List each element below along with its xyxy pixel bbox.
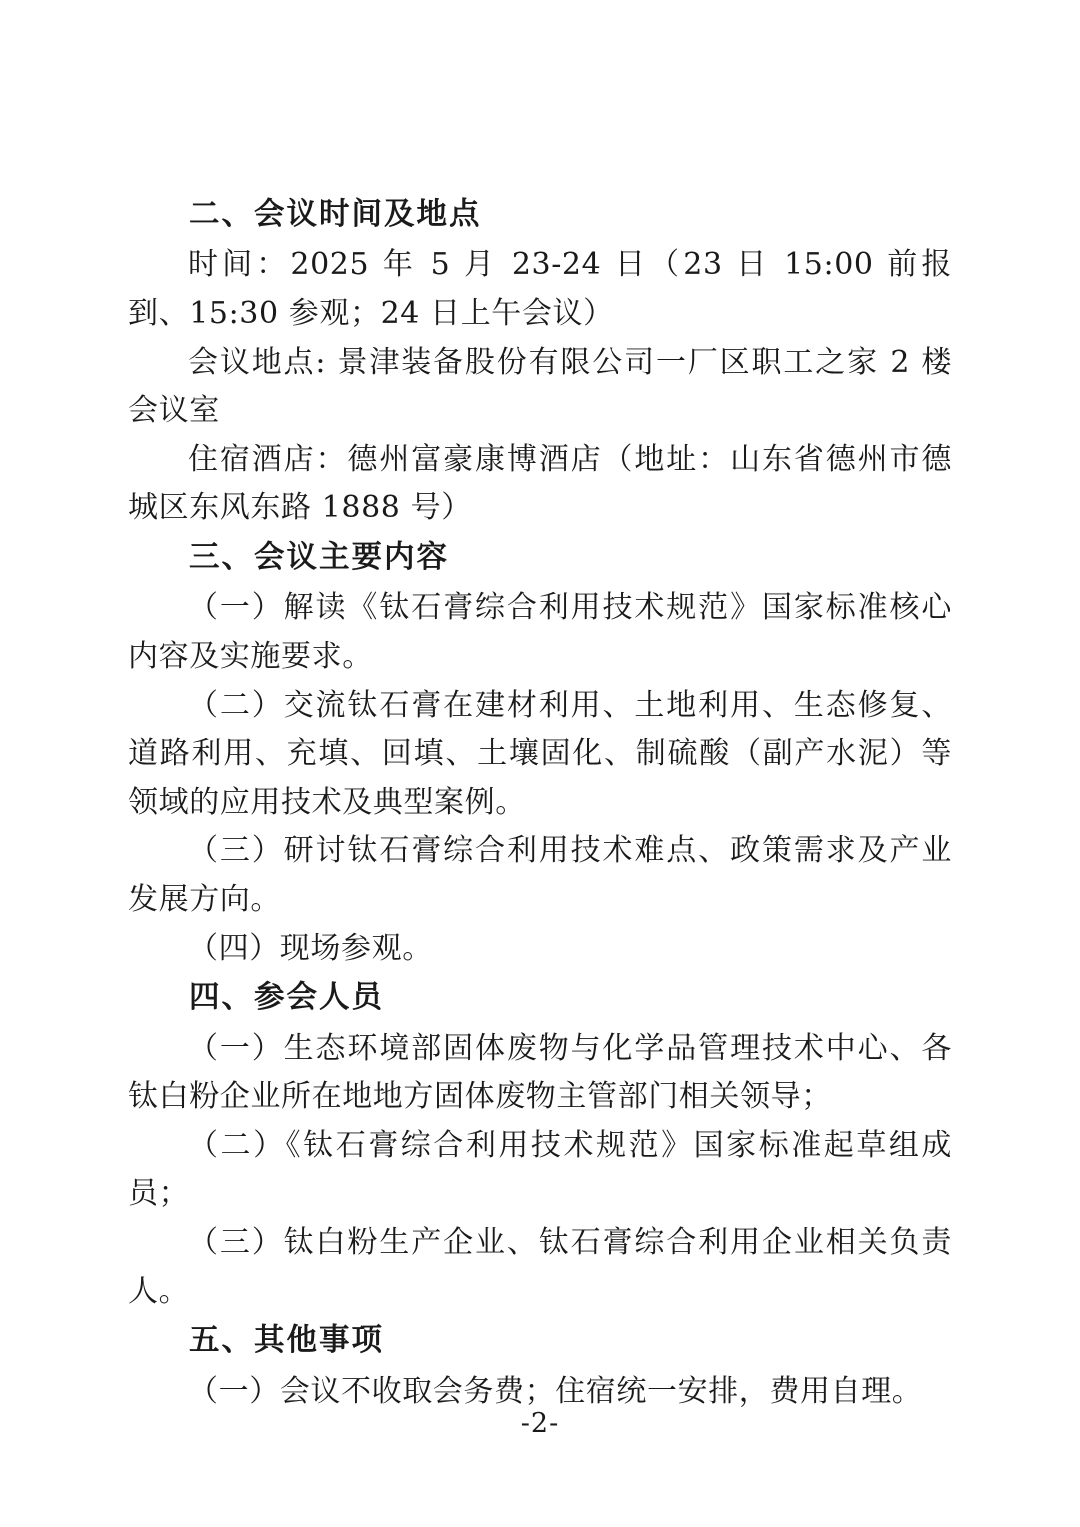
document-body xyxy=(128,190,952,1416)
paragraph: （二）交流钛石膏在建材利用、土地利用、生态修复、道路利用、充填、回填、土壤固化、制硫酸（副产水泥）等领域的应用技术及典型案例。 xyxy=(128,687,952,820)
paragraph: （三）研讨钛石膏综合利用技术难点、政策需求及产业发展方向。 xyxy=(128,833,952,917)
paragraph: （一）解读《钛石膏综合利用技术规范》国家标准核心内容及实施要求。 xyxy=(128,590,952,674)
paragraph: （三）钛白粉生产企业、钛石膏综合利用企业相关负责人。 xyxy=(128,1224,952,1309)
section-heading: 三、会议主要内容 xyxy=(189,538,449,575)
section-heading: 五、其他事项 xyxy=(189,1322,384,1359)
paragraph: （四）现场参观。 xyxy=(188,930,433,966)
section-heading: 四、参会人员 xyxy=(189,979,384,1016)
section-heading: 二、会议时间及地点 xyxy=(189,196,482,232)
paragraph: （一）生态环境部固体废物与化学品管理技术中心、各钛白粉企业所在地地方固体废物主管部门相关领导； xyxy=(128,1030,952,1115)
paragraph: 住宿酒店：德州富豪康博酒店（地址：山东省德州市德城区东风东路 1888 号） xyxy=(128,441,952,526)
paragraph: 会议地点: 景津装备股份有限公司一厂区职工之家 2 楼会议室 xyxy=(128,344,952,429)
page-number: -2- xyxy=(520,1408,560,1439)
paragraph: （一）会议不收取会务费；住宿统一安排，费用自理。 xyxy=(188,1373,923,1409)
paragraph: （二）《钛石膏综合利用技术规范》国家标准起草组成员； xyxy=(128,1127,952,1212)
paragraph: 时间：2025 年 5 月 23-24 日（23 日 15:00 前报到、15:30 参观；24 日上午会议） xyxy=(128,247,952,331)
